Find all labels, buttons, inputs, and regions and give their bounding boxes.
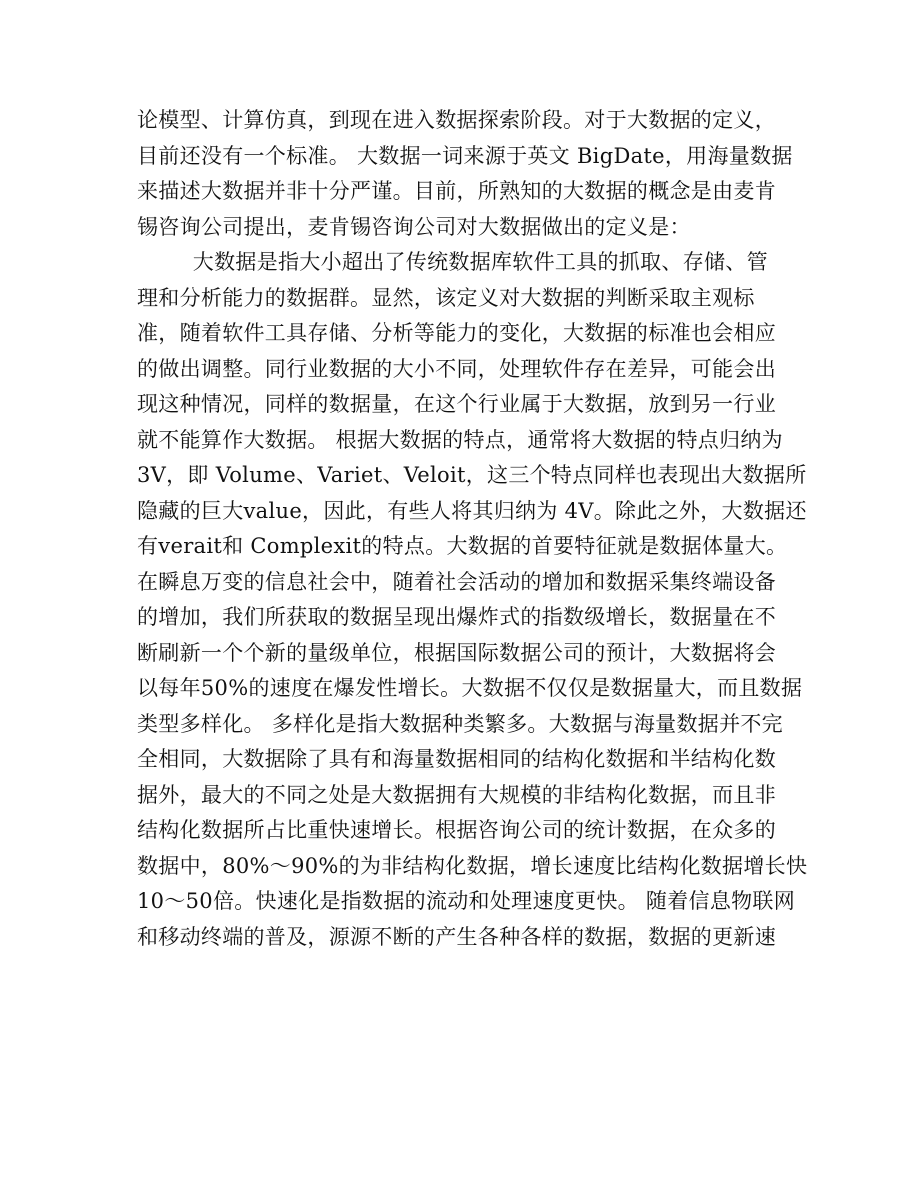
text-line: 论模型、计算仿真，到现在进入数据探索阶段。对于大数据的定义， xyxy=(137,108,776,132)
text-line: 的做出调整。同行业数据的大小不同，处理软件存在差异，可能会出 xyxy=(137,356,776,381)
text-line: 在瞬息万变的信息社会中，随着社会活动的增加和数据采集终端设备 xyxy=(137,569,776,594)
text-line: 锡咨询公司提出，麦肯锡咨询公司对大数据做出的定义是： xyxy=(137,214,691,239)
text-line: 以每年50%的速度在爆发性增长。大数据不仅仅是数据量大，而且数据 xyxy=(137,676,803,700)
body-text xyxy=(137,103,808,955)
text-line: 类型多样化。 多样化是指大数据种类繁多。大数据与海量数据并不完 xyxy=(137,711,783,736)
text-line: 有verait和 Complexit的特点。大数据的首要特征就是数据体量大。 xyxy=(137,534,788,558)
text-line: 全相同，大数据除了具有和海量数据相同的结构化数据和半结构化数 xyxy=(137,747,776,771)
text-line: 就不能算作大数据。 根据大数据的特点，通常将大数据的特点归纳为 xyxy=(137,427,783,452)
text-line: 隐藏的巨大value，因此，有些人将其归纳为 4V。除此之外，大数据还 xyxy=(137,498,807,523)
text-line: 结构化数据所占比重快速增长。根据咨询公司的统计数据，在众多的 xyxy=(137,818,776,842)
text-line: 断刷新一个个新的量级单位，根据国际数据公司的预计，大数据将会 xyxy=(137,640,776,665)
text-line: 10～50倍。快速化是指数据的流动和处理速度更快。 随着信息物联网 xyxy=(137,889,796,913)
text-line: 的增加，我们所获取的数据呈现出爆炸式的指数级增长，数据量在不 xyxy=(137,605,776,629)
text-line: 大数据是指大小超出了传统数据库软件工具的抓取、存储、管 xyxy=(137,250,768,274)
text-line: 理和分析能力的数据群。显然，该定义对大数据的判断采取主观标 xyxy=(137,285,755,310)
text-line: 据外，最大的不同之处是大数据拥有大规模的非结构化数据，而且非 xyxy=(137,782,776,807)
text-line: 来描述大数据并非十分严谨。目前，所熟知的大数据的概念是由麦肯 xyxy=(137,179,776,203)
text-line: 准，随着软件工具存储、分析等能力的变化，大数据的标准也会相应 xyxy=(137,321,776,345)
text-line: 数据中，80%～90%的为非结构化数据，增长速度比结构化数据增长快 xyxy=(137,853,808,878)
text-line: 3V，即 Volume、Variet、Veloit，这三个特点同样也表现出大数据所 xyxy=(137,463,807,487)
text-line: 现这种情况，同样的数据量，在这个行业属于大数据，放到另一行业 xyxy=(137,392,776,416)
text-line: 和移动终端的普及，源源不断的产生各种各样的数据，数据的更新速 xyxy=(137,924,776,949)
text-line: 目前还没有一个标准。 大数据一词来源于英文 BigDate，用海量数据 xyxy=(137,143,793,168)
